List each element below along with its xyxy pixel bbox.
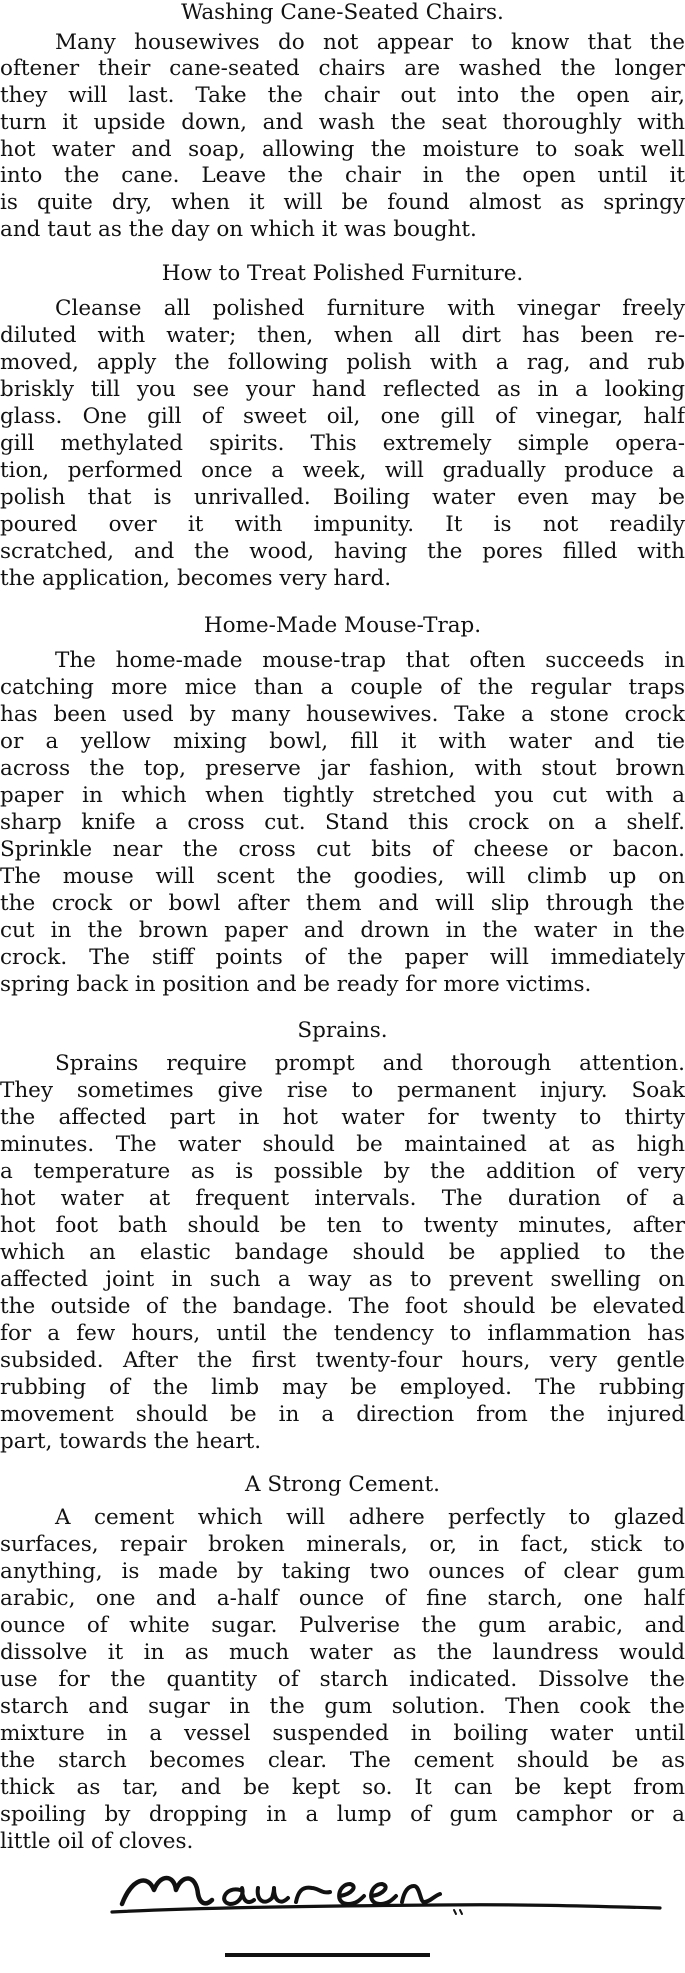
- text-line: Sprains require prompt and thorough attention.: [55, 1051, 685, 1076]
- section-title: Sprains.: [297, 1018, 388, 1043]
- text-line: cut in the brown paper and drown in the water in the: [0, 918, 685, 943]
- text-line: the application, becomes very hard.: [0, 566, 392, 591]
- text-line: moved, apply the following polish with a rag, and rub: [0, 350, 685, 375]
- text-line: thick as tar, and be kept so. It can be kept from: [0, 1775, 685, 1800]
- signature: [108, 1868, 668, 1938]
- text-line: A cement which will adhere perfectly to glazed: [55, 1505, 685, 1530]
- text-line: The mouse will scent the goodies, will climb up on: [0, 864, 685, 889]
- text-line: hot water at frequent intervals. The duration of a: [0, 1186, 685, 1211]
- closing-rule: [225, 1953, 430, 1957]
- text-line: catching more mice than a couple of the regular traps: [0, 675, 685, 700]
- text-line: spring back in position and be ready for more victims.: [0, 972, 592, 997]
- text-line: starch and sugar in the gum solution. Then cook the: [0, 1694, 685, 1719]
- text-line: minutes. The water should be maintained at as high: [0, 1132, 685, 1157]
- text-line: anything, is made by taking two ounces of clear gum: [0, 1559, 685, 1584]
- text-line: polish that is unrivalled. Boiling water even may be: [0, 485, 685, 510]
- text-line: hot foot bath should be ten to twenty minutes, after: [0, 1213, 685, 1238]
- text-line: spoiling by dropping in a lump of gum camphor or a: [0, 1802, 685, 1827]
- text-line: paper in which when tightly stretched you cut with a: [0, 783, 685, 808]
- text-line: mixture in a vessel suspended in boiling water until: [0, 1721, 685, 1746]
- text-line: gill methylated spirits. This extremely simple opera-: [0, 431, 685, 456]
- text-line: ounce of white sugar. Pulverise the gum arabic, and: [0, 1613, 685, 1638]
- text-line: part, towards the heart.: [0, 1429, 262, 1454]
- text-line: sharp knife a cross cut. Stand this crock on a shelf.: [0, 810, 685, 835]
- text-line: the outside of the bandage. The foot should be elevated: [0, 1294, 685, 1319]
- text-line: has been used by many housewives. Take a stone crock: [0, 702, 685, 727]
- text-line: scratched, and the wood, having the pores filled with: [0, 539, 685, 564]
- text-line: or a yellow mixing bowl, fill it with water and tie: [0, 729, 685, 754]
- text-line: across the top, preserve jar fashion, with stout brown: [0, 756, 685, 781]
- section-title: A Strong Cement.: [244, 1472, 440, 1497]
- text-line: tion, performed once a week, will gradually produce a: [0, 458, 685, 483]
- text-line: dissolve it in as much water as the laundress would: [0, 1640, 685, 1665]
- text-line: crock. The stiff points of the paper will immediately: [0, 945, 685, 970]
- text-line: turn it upside down, and wash the seat thoroughly with: [0, 110, 685, 135]
- text-line: is quite dry, when it will be found almost as springy: [0, 190, 685, 215]
- text-line: surfaces, repair broken minerals, or, in fact, stick to: [0, 1532, 685, 1557]
- text-line: They sometimes give rise to permanent injury. Soak: [0, 1078, 685, 1103]
- section-title: How to Treat Polished Furniture.: [161, 261, 524, 286]
- text-line: into the cane. Leave the chair in the open until it: [0, 163, 685, 188]
- text-line: the crock or bowl after them and will slip through the: [0, 891, 685, 916]
- text-line: the affected part in hot water for twenty to thirty: [0, 1105, 685, 1130]
- text-line: which an elastic bandage should be applied to the: [0, 1240, 685, 1265]
- text-line: the starch becomes clear. The cement should be as: [0, 1748, 685, 1773]
- text-line: arabic, one and a-half ounce of fine starch, one half: [0, 1586, 685, 1611]
- text-line: a temperature as is possible by the addition of very: [0, 1159, 685, 1184]
- text-line: poured over it with impunity. It is not readily: [0, 512, 685, 537]
- text-line: and taut as the day on which it was bought.: [0, 217, 477, 242]
- text-line: diluted with water; then, when all dirt has been re-: [0, 323, 685, 348]
- text-line: for a few hours, until the tendency to inflammation has: [0, 1321, 685, 1346]
- text-line: use for the quantity of starch indicated. Dissolve the: [0, 1667, 685, 1692]
- text-line: little oil of cloves.: [0, 1829, 194, 1854]
- text-line: The home-made mouse-trap that often succeeds in: [55, 648, 685, 673]
- text-line: Many housewives do not appear to know that the: [55, 30, 685, 55]
- text-line: Sprinkle near the cross cut bits of cheese or bacon.: [0, 837, 685, 862]
- text-line: briskly till you see your hand reflected as in a looking: [0, 377, 685, 402]
- text-line: they will last. Take the chair out into the open air,: [0, 83, 685, 108]
- text-line: Cleanse all polished furniture with vinegar freely: [55, 296, 685, 321]
- text-line: glass. One gill of sweet oil, one gill of vinegar, half: [0, 404, 685, 429]
- text-line: hot water and soap, allowing the moisture to soak well: [0, 137, 685, 162]
- text-line: oftener their cane-seated chairs are washed the longer: [0, 56, 685, 81]
- section-title: Home-Made Mouse-Trap.: [203, 613, 482, 638]
- text-line: movement should be in a direction from the injured: [0, 1402, 685, 1427]
- text-line: rubbing of the limb may be employed. The rubbing: [0, 1375, 685, 1400]
- text-line: subsided. After the first twenty-four hours, very gentle: [0, 1348, 685, 1373]
- section-title: Washing Cane-Seated Chairs.: [181, 0, 504, 25]
- text-line: affected joint in such a way as to prevent swelling on: [0, 1267, 685, 1292]
